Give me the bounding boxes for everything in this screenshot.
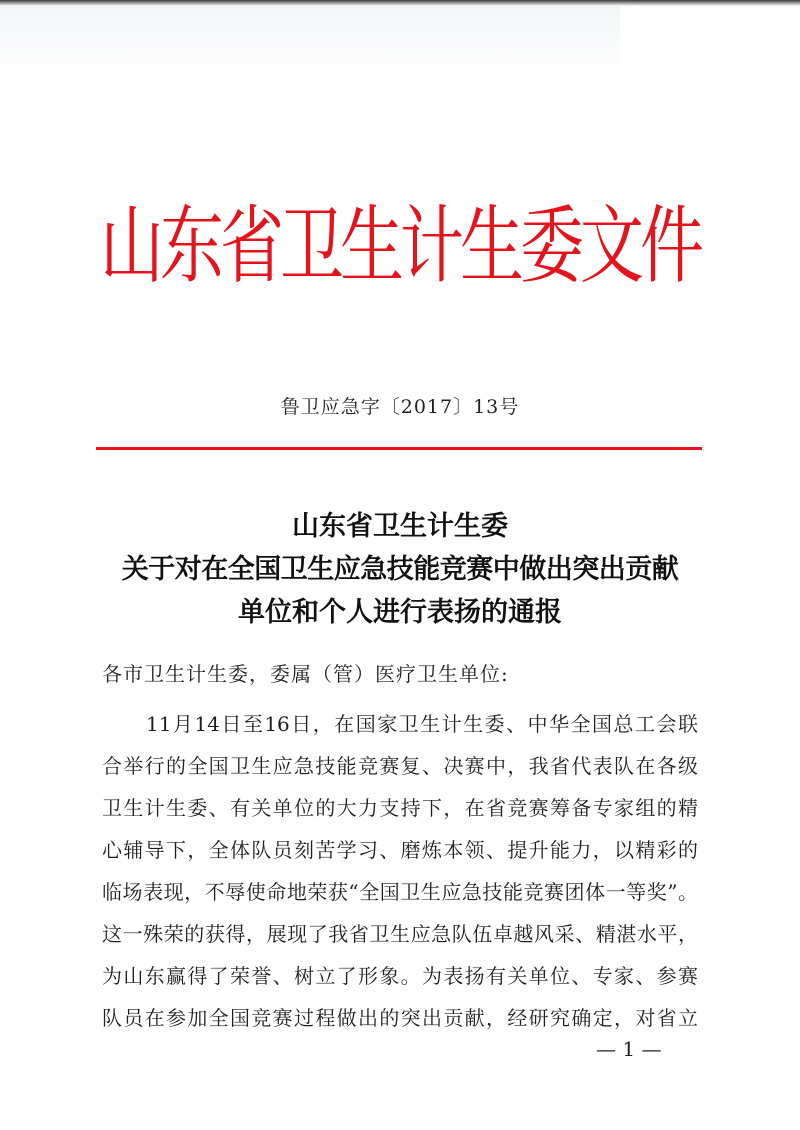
body-line: 临场表现，不辱使命地荣获“全国卫生应急技能竞赛团体一等奖”。 (102, 880, 698, 904)
body-line: 合举行的全国卫生应急技能竞赛复、决赛中，我省代表队在各级 (102, 754, 698, 778)
red-header-title: 山东省卫生计生委文件 (100, 198, 700, 297)
body-line: 心辅导下，全体队员刻苦学习、磨炼本领、提升能力，以精彩的 (102, 838, 698, 862)
body-line: 为山东赢得了荣誉、树立了形象。为表扬有关单位、专家、参赛 (102, 964, 698, 988)
page-number: — 1 — (596, 1037, 662, 1061)
salutation: 各市卫生计生委，委属（管）医疗卫生单位: (102, 662, 509, 686)
title-line-2: 关于对在全国卫生应急技能竞赛中做出突出贡献 (121, 554, 679, 585)
body-line: 队员在参加全国竞赛过程做出的突出贡献，经研究确定，对省立 (102, 1006, 698, 1030)
title-line-3: 单位和个人进行表扬的通报 (238, 597, 562, 628)
document-number: 鲁卫应急字〔2017〕13号 (280, 396, 520, 418)
body-line: 11月14日至16日，在国家卫生计生委、中华全国总工会联 (146, 712, 698, 736)
red-divider-line (96, 447, 702, 450)
body-line: 卫生计生委、有关单位的大力支持下，在省竞赛筹备专家组的精 (102, 796, 698, 820)
body-line: 这一殊荣的获得，展现了我省卫生应急队伍卓越风采、精湛水平， (102, 922, 698, 946)
title-line-1: 山东省卫生计生委 (292, 511, 508, 542)
scan-smudge (0, 6, 620, 76)
